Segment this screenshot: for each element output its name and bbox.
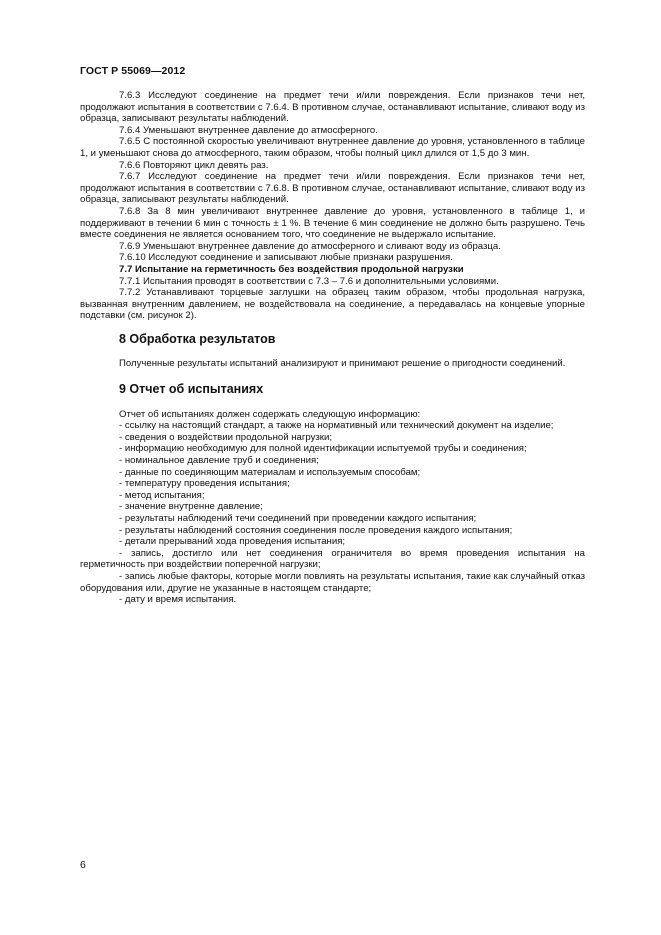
page-number: 6	[80, 859, 86, 871]
list-item: - сведения о воздействии продольной нагрузки;	[119, 431, 333, 443]
list-item: - метод испытания;	[119, 489, 205, 501]
page-body	[80, 90, 585, 606]
section-8-heading: 8 Обработка результатов	[119, 331, 276, 346]
paragraph-7-6-7: 7.6.7 Исследуют соединение на предмет течи и/или повреждения. Если признаков течи нет, продолжают испытания в соответствии с 7.6.8. В противном случае, останавливают испытание, сливают воду из образца, записывают результаты наблюдений.	[80, 171, 585, 206]
section-8-text: Полученные результаты испытаний анализируют и принимают решение о пригодности соединений.	[119, 358, 566, 370]
list-item: - информацию необходимую для полной идентификации испытуемой трубы и соединения;	[119, 443, 527, 455]
paragraph-7-6-5: 7.6.5 С постоянной скоростью увеличивают внутреннее давление до уровня, установленного в таблице 1, и уменьшают снова до атмосферного, таким образом, чтобы полный цикл длился от 1,5 до 3 мин.	[80, 136, 585, 159]
doc-header: ГОСТ Р 55069—2012	[80, 65, 186, 77]
section-9-heading: 9 Отчет об испытаниях	[119, 382, 264, 397]
list-item: - запись, достигло или нет соединения ограничителя во время проведения испытания на герметичность при воздействии поперечной нагрузки;	[80, 547, 585, 571]
subheading-7-7: 7.7 Испытание на герметичность без воздействия продольной нагрузки	[119, 263, 464, 275]
paragraph-7-6-4: 7.6.4 Уменьшают внутреннее давление до атмосферного.	[119, 124, 378, 136]
paragraph-7-6-10: 7.6.10 Исследуют соединение и записывают любые признаки разрушения.	[119, 252, 453, 264]
list-item: - номинальное давление труб и соединения;	[119, 455, 319, 467]
list-item: - ссылку на настоящий стандарт, а также на нормативный или технический документ на изделие;	[119, 420, 554, 432]
list-item: - результаты наблюдений состояния соединения после проведения каждого испытания;	[119, 524, 513, 536]
paragraph-7-6-6: 7.6.6 Повторяют цикл девять раз.	[119, 159, 269, 171]
list-item: - данные по соединяющим материалам и используемым способам;	[119, 466, 421, 478]
list-item: - дату и время испытания.	[119, 594, 237, 606]
list-item: - температуру проведения испытания;	[119, 478, 290, 490]
section-9-intro: Отчет об испытаниях должен содержать следующую информацию:	[119, 408, 421, 420]
paragraph-7-7-1: 7.7.1 Испытания проводят в соответствии с 7.3 – 7.6 и дополнительными условиями.	[119, 275, 499, 287]
list-item: - запись любые факторы, которые могли повлиять на результаты испытания, такие как случайный отказ оборудования или, другие не указанные в настоящем стандарте;	[80, 570, 585, 594]
list-item: - значение внутренне давление;	[119, 501, 263, 513]
paragraph-7-6-3: 7.6.3 Исследуют соединение на предмет течи и/или повреждения. Если признаков течи нет, продолжают испытания в соответствии с 7.6.4. В противном случае, останавливают испытание, сливают воду из образца, записывают результаты наблюдений.	[80, 90, 585, 125]
list-item: - детали прерываний хода проведения испытания;	[119, 536, 346, 548]
paragraph-7-7-2: 7.7.2 Устанавливают торцевые заглушки на образец таким образом, чтобы продольная нагрузка, вызванная внутренним давлением, не воздействовала на соединение, а передавалась на концевые упорные подставки (см. рисунок 2).	[80, 287, 585, 322]
paragraph-7-6-9: 7.6.9 Уменьшают внутреннее давление до атмосферного и сливают воду из образца.	[119, 240, 501, 252]
list-item: - результаты наблюдений течи соединений при проведении каждого испытания;	[119, 513, 477, 524]
paragraph-7-6-8: 7.6.8 За 8 мин увеличивают внутреннее давление до уровня, установленного в таблице 1, и поддерживают в течении 6 мин с точность ± 1 %. В течение 6 мин соединение не должно быть разрушено. Течь вместе соединения не является основанием того, что соединение не выдержало испытание.	[80, 205, 585, 241]
